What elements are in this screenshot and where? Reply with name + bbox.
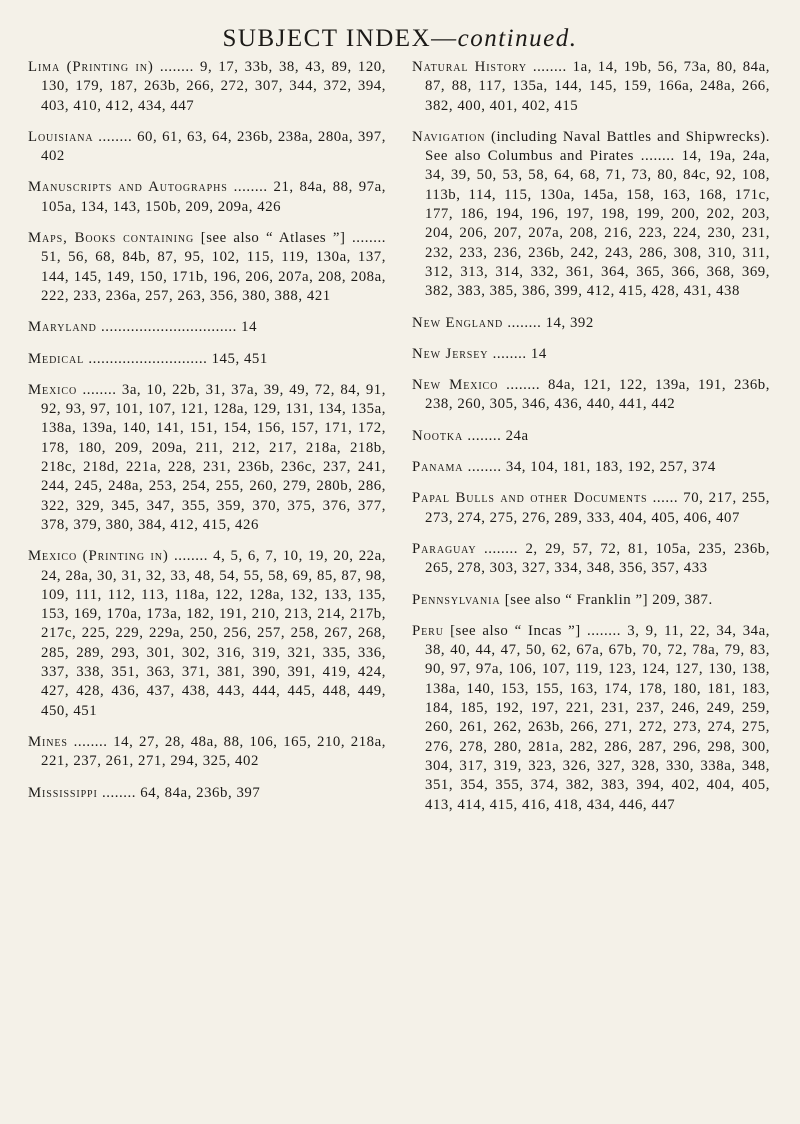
entry-heading: Nootka [412,427,464,444]
title-main: SUBJECT INDEX [222,25,432,52]
entry-references: ................................ 14 [96,319,258,336]
entry-references: ........ 4, 5, 6, 7, 10, 19, 20, 22a, 24, 28a, 30, 31, 32, 33, 48, 54, 55, 58, 69, 85, 87, 98, 109, 111, 112, 113, 118a, 122, 128a, 132, 133, 135, 153, 169, 170a, 173a, 182, 191, 210, 213, 214, 217b, 217c, 225, 229, 229a, 250, 256, 257, 258, 267, 268, 285, 289, 293, 301, 302, 316, 319, 321, 335, 336, 337, 338, 351, 363, 371, 381, 390, 391, 419, 424, 427, 428, 436, 437, 438, 443, 444, 445, 448, 449, 450, 451 [41,548,386,719]
entry-references: ........ 84a, 121, 122, 139a, 191, 236b, 238, 260, 305, 346, 436, 440, 441, 442 [425,377,771,413]
entry-references: ...... 70, 217, 255, 273, 274, 275, 276, 289, 333, 404, 405, 406, 407 [425,490,770,526]
index-entry [28,784,386,803]
index-entry [28,178,386,217]
entry-heading: Mexico [28,381,78,398]
entry-references: (including Naval Battles and Shipwrecks). See also Columbus and Pirates ........ 14, 19a, 24a, 34, 39, 50, 53, 58, 64, 68, 71, 73, 80, 84c, 92, 108, 113b, 114, 115, 130a, 145a, 158, 163, 168, 171c, 177, 186, 194, 196, 197, 198, 199, 200, 202, 203, 204, 206, 207, 207a, 208, 216, 223, 224, 230, 231, 232, 233, 236, 236b, 242, 243, 286, 308, 310, 311, 312, 313, 314, 332, 361, 364, 365, 366, 368, 369, 382, 383, 385, 386, 399, 412, 415, 428, 431, 438 [425,128,770,300]
index-entry [412,489,770,528]
index-entry [28,733,386,772]
entry-references: [see also “ Franklin ”] 209, 387. [500,591,713,608]
entry-references: [see also “ Incas ”] ........ 3, 9, 11, 22, 34, 34a, 38, 40, 44, 47, 50, 62, 67a, 67b, 70, 72, 78a, 79, 83, 90, 97, 97a, 106, 107, 119, 123, 124, 127, 130, 138, 138a, 140, 153, 155, 163, 174, 178, 180, 181, 183, 184, 185, 192, 197, 221, 231, 237, 246, 249, 259, 260, 261, 262, 263b, 266, 271, 272, 273, 274, 275, 276, 278, 280, 281a, 282, 286, 287, 296, 298, 300, 304, 317, 319, 323, 326, 327, 328, 330, 338a, 348, 351, 354, 355, 374, 382, 383, 394, 402, 404, 405, 413, 414, 415, 416, 418, 434, 446, 447 [425,622,770,813]
entry-heading: New Jersey [412,345,489,362]
entry-heading: Mines [28,733,68,750]
entry-heading: New England [412,314,504,331]
index-entry [28,58,386,116]
entry-references: ........ 14, 27, 28, 48a, 88, 106, 165, 210, 218a, 221, 237, 261, 271, 294, 325, 402 [41,733,386,770]
index-entry [412,128,770,302]
entry-heading: Navigation [412,128,486,145]
entry-heading: Maps, Books containing [28,230,195,247]
entry-heading: Mexico (Printing in) [28,548,169,565]
entry-heading: Mississippi [28,784,98,801]
page-title: SUBJECT INDEX—continued. [222,25,578,52]
entry-references: ........ 14, 392 [503,314,594,331]
left-column [28,58,386,815]
index-entry [28,350,386,369]
entry-heading: Paraguay [412,540,477,557]
index-entry [412,458,770,477]
entry-references: ........ 24a [463,427,529,444]
index-entry [28,318,386,337]
entry-references: ........ 21, 84a, 88, 97a, 105a, 134, 143, 150b, 209, 209a, 426 [41,179,386,215]
index-entry [28,381,386,535]
right-column [412,58,770,827]
entry-references: [see also “ Atlases ”] ........ 51, 56, 68, 84b, 87, 95, 102, 115, 119, 130a, 137, 144, 145, 149, 150, 171b, 196, 206, 207a, 208, 208a, 222, 233, 236a, 257, 263, 356, 380, 388, 421 [41,230,386,304]
entry-heading: Peru [412,622,444,639]
index-entry [412,58,770,116]
entry-references: ............................ 145, 451 [84,350,268,367]
index-entry [412,314,770,333]
entry-references: ........ 64, 84a, 236b, 397 [97,784,261,801]
entry-heading: New Mexico [412,377,499,394]
index-entry [28,547,386,721]
index-entry [412,345,770,364]
entry-heading: Pennsylvania [412,591,501,608]
entry-references: ........ 60, 61, 63, 64, 236b, 238a, 280a, 397, 402 [41,128,386,165]
entry-heading: Panama [412,459,464,476]
entry-heading: Maryland [28,319,97,336]
title-continued: continued. [457,25,578,52]
index-entry [412,591,770,610]
entry-references: ........ 34, 104, 181, 183, 192, 257, 374 [463,459,716,476]
entry-heading: Manuscripts and Autographs [28,179,228,196]
index-entry [412,376,770,415]
entry-references: ........ 3a, 10, 22b, 31, 37a, 39, 49, 72, 84, 91, 92, 93, 97, 101, 107, 121, 128a, 129, 131, 134, 135a, 138a, 139a, 140, 141, 151, 154, 156, 157, 171, 172, 178, 180, 209, 209a, 211, 212, 217, 218a, 218b, 218c, 218d, 221a, 228, 231, 236b, 236c, 237, 241, 244, 245, 248a, 253, 254, 255, 260, 279, 280b, 286, 322, 329, 345, 347, 355, 359, 370, 375, 376, 377, 378, 379, 380, 384, 412, 415, 426 [41,381,386,533]
entry-references: ........ 1a, 14, 19b, 56, 73a, 80, 84a, 87, 88, 117, 135a, 144, 145, 159, 166a, 248a, 266, 382, 400, 401, 402, 415 [425,59,770,114]
index-entry [28,229,386,306]
index-entry [412,540,770,579]
index-entry [412,427,770,446]
entry-heading: Louisiana [28,128,94,145]
entry-references: ........ 2, 29, 57, 72, 81, 105a, 235, 236b, 265, 278, 303, 327, 334, 348, 356, 357, 433 [425,540,770,577]
entry-references: ........ 9, 17, 33b, 38, 43, 89, 120, 130, 179, 187, 263b, 266, 272, 307, 344, 372, 394, 403, 410, 412, 434, 447 [41,59,386,114]
index-entry [412,622,770,815]
index-entry [28,128,386,167]
entry-heading: Papal Bulls and other Documents [412,490,648,507]
entry-heading: Medical [28,350,85,367]
entry-heading: Natural History [412,59,527,75]
entry-heading: Lima (Printing in) [28,59,154,75]
entry-references: ........ 14 [488,345,547,362]
